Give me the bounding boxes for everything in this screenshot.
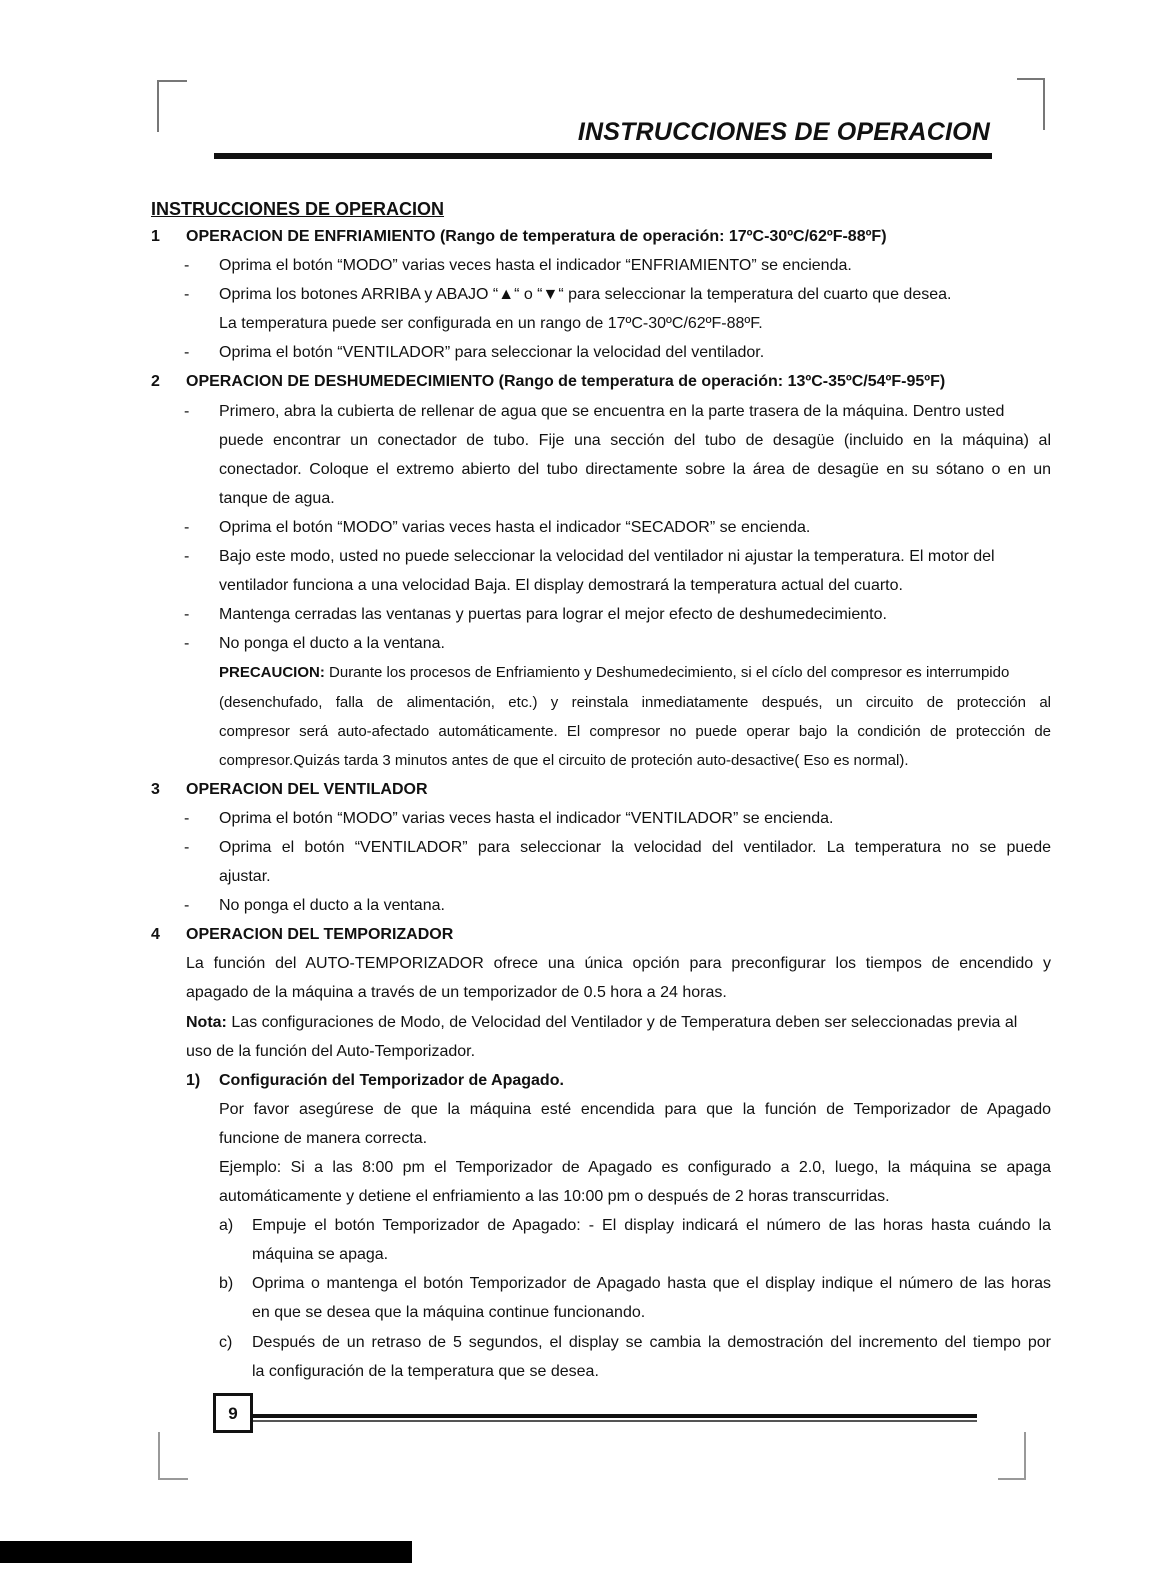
bullet-dash: - <box>184 402 190 420</box>
paragraph-text: funcione de manera correcta. <box>219 1129 428 1147</box>
crop-mark <box>998 1478 1026 1480</box>
paragraph-line: Ejemplo: Si a las 8:00 pm el Temporizador de Apagado es configurado a 2.0, luego, la máquina se apaga <box>219 1159 1051 1176</box>
list-item <box>151 833 1051 862</box>
item-text: Oprima los botones ARRIBA y ABAJO “▲“ o “▼“ para seleccionar la temperatura del cuarto que desea. <box>219 286 952 304</box>
step-item-continued <box>151 1298 1051 1327</box>
item-text: No ponga el ducto a la ventana. <box>219 897 445 915</box>
paragraph-line <box>151 978 1051 1007</box>
step-item <box>151 1269 1051 1298</box>
subsection-heading <box>151 1066 1051 1095</box>
item-text: No ponga el ducto a la ventana. <box>219 635 445 653</box>
list-item-continued <box>151 571 1051 600</box>
step-text: máquina se apaga. <box>252 1246 389 1264</box>
item-text: Oprima el botón “VENTILADOR” para seleccionar la velocidad del ventilador. La temperatura no se puede <box>219 838 1051 856</box>
note-text: Las configuraciones de Modo, de Velocidad del Ventilador y de Temperatura deben ser seleccionadas previa al <box>231 1013 1018 1031</box>
caution-line <box>151 658 1051 687</box>
scan-edge-bar <box>0 1541 412 1563</box>
caution-line: compresor será auto-afectado automáticamente. El compresor no puede operar bajo la condición de protección de <box>219 722 1051 740</box>
bullet-dash: - <box>184 548 190 566</box>
item-text: Primero, abra la cubierta de rellenar de agua que se encuentra en la parte trasera de la máquina. Dentro usted <box>219 402 1005 420</box>
paragraph-text: automáticamente y detiene el enfriamiento a las 10:00 pm o después de 2 horas transcurridas. <box>219 1188 890 1206</box>
bullet-dash: - <box>184 518 190 536</box>
step-text: Empuje el botón Temporizador de Apagado: - El display indicará el número de las horas hasta cuándo la <box>252 1217 1051 1235</box>
list-item <box>151 513 1051 542</box>
item-text: Oprima el botón “MODO” varias veces hasta el indicador “SECADOR” se encienda. <box>219 518 811 536</box>
section-3-heading <box>151 775 1051 804</box>
section-title: INSTRUCCIONES DE OPERACION <box>151 199 445 219</box>
step-text: en que se desea que la máquina continue funcionando. <box>252 1304 646 1322</box>
list-item-continued <box>151 862 1051 891</box>
item-text: ajustar. <box>219 868 271 886</box>
bullet-dash: - <box>184 286 190 304</box>
section-heading: OPERACION DEL VENTILADOR <box>186 780 428 798</box>
section-number: 1 <box>151 228 160 245</box>
header-rule <box>214 153 992 159</box>
list-item <box>151 338 1051 367</box>
caution-label: PRECAUCION: <box>219 664 325 682</box>
item-text: Oprima el botón “VENTILADOR” para seleccionar la velocidad del ventilador. <box>219 344 765 362</box>
step-label: b) <box>219 1275 234 1293</box>
bullet-dash: - <box>184 809 190 827</box>
list-item <box>151 542 1051 571</box>
list-item <box>151 891 1051 920</box>
list-item <box>151 804 1051 833</box>
note-line <box>151 1008 1051 1037</box>
list-item <box>151 397 1051 426</box>
list-item-continued <box>151 309 1051 338</box>
list-item-continued <box>151 484 1051 513</box>
item-text: Mantenga cerradas las ventanas y puertas para lograr el mejor efecto de deshumedecimiento. <box>219 606 887 624</box>
item-text: Oprima el botón “MODO” varias veces hasta el indicador “ENFRIAMIENTO” se encienda. <box>219 257 852 275</box>
paragraph-line <box>151 1182 1051 1211</box>
step-label: c) <box>219 1333 233 1351</box>
section-heading: OPERACION DE ENFRIAMIENTO (Rango de temperatura de operación: 17ºC-30ºC/62ºF-88ºF) <box>186 228 887 245</box>
crop-mark <box>1043 78 1045 130</box>
bullet-dash: - <box>184 344 190 362</box>
list-item <box>151 600 1051 629</box>
section-4-heading <box>151 920 1051 949</box>
page-number: 9 <box>213 1393 253 1433</box>
note-line <box>151 1037 1051 1066</box>
caution-line <box>151 746 1051 775</box>
bullet-dash: - <box>184 635 190 653</box>
paragraph-line <box>151 1124 1051 1153</box>
bullet-dash: - <box>184 606 190 624</box>
page-header-title: INSTRUCCIONES DE OPERACION <box>577 118 990 146</box>
footer-rule <box>253 1420 977 1422</box>
note-label: Nota: <box>186 1013 227 1031</box>
caution-text: compresor.Quizás tarda 3 minutos antes de que el circuito de proteción auto-desactive( Eso es normal). <box>219 751 909 769</box>
crop-mark <box>158 1478 188 1480</box>
caution-line: (desenchufado, falla de alimentación, etc.) y reinstala inmediatamente después, un circuito de protección al <box>219 693 1051 711</box>
section-number: 4 <box>151 926 160 944</box>
item-text: tanque de agua. <box>219 489 335 507</box>
crop-mark <box>157 80 187 82</box>
caution-text: Durante los procesos de Enfriamiento y Deshumedecimiento, si el cíclo del compresor es interrumpido <box>329 664 1010 682</box>
page-content <box>151 196 1051 1386</box>
crop-mark <box>1024 1432 1026 1480</box>
list-item <box>151 629 1051 658</box>
bullet-dash: - <box>184 897 190 915</box>
note-text: uso de la función del Auto-Temporizador. <box>186 1042 476 1060</box>
section-heading: OPERACION DEL TEMPORIZADOR <box>186 926 454 944</box>
subsection-title: Configuración del Temporizador de Apagado. <box>219 1071 564 1089</box>
step-item-continued <box>151 1357 1051 1386</box>
footer-rule <box>253 1414 977 1418</box>
section-2-heading <box>151 367 1051 396</box>
paragraph-line: Por favor asegúrese de que la máquina esté encendida para que la función de Temporizador de Apagado <box>219 1100 1051 1118</box>
list-item <box>151 251 1051 280</box>
crop-mark <box>158 1432 160 1480</box>
list-item-continued: conectador. Coloque el extremo abierto del tubo directamente sobre la área de desagüe en su sótano o en un <box>219 460 1051 478</box>
section-1-heading <box>151 222 1051 251</box>
list-item-continued: puede encontrar un conectador de tubo. Fije una sección del tubo de desagüe (incluido en la máquina) al <box>219 431 1051 449</box>
step-item-continued <box>151 1240 1051 1269</box>
bullet-dash: - <box>184 257 190 275</box>
item-text: Oprima el botón “MODO” varias veces hasta el indicador “VENTILADOR” se encienda. <box>219 809 834 827</box>
section-heading: OPERACION DE DESHUMEDECIMIENTO (Rango de temperatura de operación: 13ºC-35ºC/54ºF-95ºF) <box>186 373 946 391</box>
step-text: Después de un retraso de 5 segundos, el display se cambia la demostración del incremento del tiempo por <box>252 1333 1051 1351</box>
subsection-number: 1) <box>186 1071 201 1089</box>
paragraph-line: La función del AUTO-TEMPORIZADOR ofrece una única opción para preconfigurar los tiempos de encendido y <box>186 955 1051 973</box>
bullet-dash: - <box>184 838 190 856</box>
crop-mark <box>1017 78 1045 80</box>
step-label: a) <box>219 1217 234 1235</box>
item-text: La temperatura puede ser configurada en un rango de 17ºC-30ºC/62ºF-88ºF. <box>219 315 763 333</box>
section-number: 2 <box>151 373 160 391</box>
step-item <box>151 1328 1051 1357</box>
item-text: Bajo este modo, usted no puede seleccionar la velocidad del ventilador ni ajustar la temperatura. El motor del <box>219 548 995 566</box>
section-number: 3 <box>151 780 160 798</box>
paragraph-text: apagado de la máquina a través de un temporizador de 0.5 hora a 24 horas. <box>186 984 727 1002</box>
step-item <box>151 1211 1051 1240</box>
item-text: ventilador funciona a una velocidad Baja. El display demostrará la temperatura actual del cuarto. <box>219 577 903 595</box>
crop-mark <box>157 80 159 132</box>
step-text: la configuración de la temperatura que se desea. <box>252 1362 599 1380</box>
list-item <box>151 280 1051 309</box>
step-text: Oprima o mantenga el botón Temporizador de Apagado hasta que el display indique el número de las horas <box>252 1275 1051 1293</box>
